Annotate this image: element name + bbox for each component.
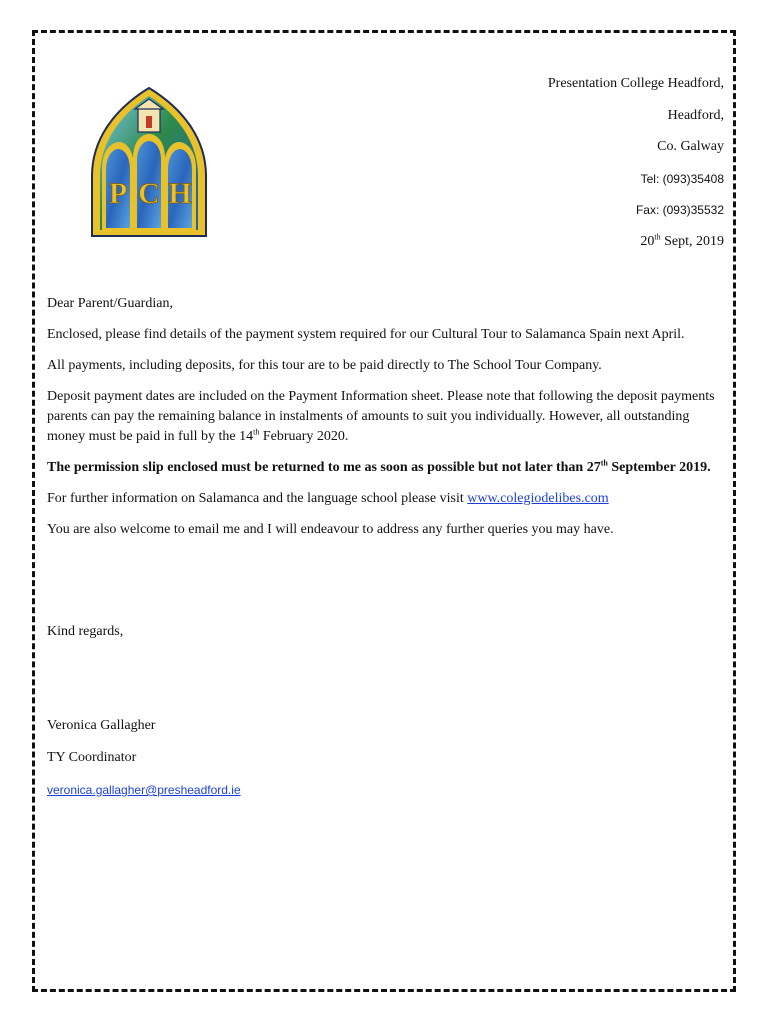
signatory-title: TY Coordinator [47,750,137,765]
paragraph-enclosed-details: Enclosed, please find details of the payment system required for our Cultural Tour to Salamanca Spain next April. [47,327,685,342]
letter-date: 20th Sept, 2019 [640,231,724,249]
paragraph-email-welcome: You are also welcome to email me and I will endeavour to address any further queries you may have. [47,522,614,537]
signatory-name: Veronica Gallagher [47,718,156,733]
closing: Kind regards, [47,624,124,639]
logo-letter-c: C [138,177,160,210]
school-crest-logo [86,86,212,240]
school-county: Co. Galway [657,139,724,154]
signatory-email-link[interactable]: veronica.gallagher@presheadford.ie [47,783,241,797]
school-telephone: Tel: (093)35408 [640,171,724,186]
school-town: Headford, [667,107,724,123]
paragraph-further-info: For further information on Salamanca and the language school please visit www.colegiodelibes.com [47,491,609,506]
salutation: Dear Parent/Guardian, [47,296,173,311]
signatory-email-row [47,780,241,801]
logo-letter-h: H [168,177,192,210]
school-fax: Fax: (093)35532 [635,203,724,217]
school-name: Presentation College Headford, [547,76,724,91]
logo-letter-p: P [108,177,128,210]
paragraph-permission-slip: The permission slip enclosed must be returned to me as soon as possible but not later than 27th September 2019. [47,458,711,475]
school-address-block [548,76,724,265]
paragraph-payments: All payments, including deposits, for this tour are to be paid directly to The School Tour Company. [47,358,602,373]
colegiodelibes-link[interactable]: www.colegiodelibes.com [467,491,609,506]
letter-body [47,294,727,551]
paragraph-deposit-dates: Deposit payment dates are included on the Payment Information sheet. Please note that following the deposit payments parents can pay the remaining balance in instalments of amounts to suit you individually. However, all outstanding money must be paid in full by the 14th February 2020. [47,389,715,444]
